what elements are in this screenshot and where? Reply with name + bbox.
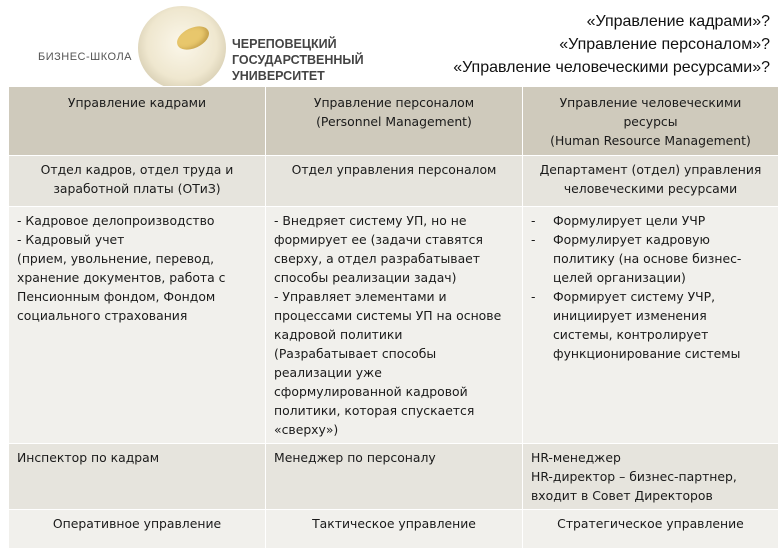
bullet-item xyxy=(531,211,770,230)
bullet-line: Формулирует цели УЧР xyxy=(553,213,706,228)
business-school-label: БИЗНЕС-ШКОЛА xyxy=(38,51,133,63)
cell-level-1: Оперативное управление xyxy=(9,510,266,549)
cell-role-2 xyxy=(266,444,523,510)
cell-line: - Внедряет систему УП, но не xyxy=(274,213,467,228)
cell-line: социального страхования xyxy=(17,308,188,323)
header-line: Управление персоналом xyxy=(313,95,475,110)
cell-line: Инспектор по кадрам xyxy=(17,450,160,465)
cell-level-3: Стратегическое управление xyxy=(523,510,779,549)
cell-level-2: Тактическое управление xyxy=(266,510,523,549)
bullet-dash: - xyxy=(531,232,536,247)
university-name xyxy=(232,36,364,84)
cell-line: Пенсионным фондом, Фондом xyxy=(17,289,216,304)
cell-line: политики, которая спускается xyxy=(274,403,475,418)
bullet-dash: - xyxy=(531,213,536,228)
cell-department-2 xyxy=(266,156,523,207)
cell-line: сверху, а отдел разрабатывает xyxy=(274,251,481,266)
cell-line: Менеджер по персоналу xyxy=(274,450,436,465)
cell-line: - Кадровое делопроизводство xyxy=(17,213,215,228)
cell-line: процессами системы УП на основе xyxy=(274,308,502,323)
bullet-line: инициирует изменения xyxy=(553,308,707,323)
bullet-line: Формулирует кадровую xyxy=(553,232,710,247)
header-personnel-management xyxy=(266,87,523,156)
header-personnel-admin xyxy=(9,87,266,156)
cell-line: входит в Совет Директоров xyxy=(531,488,713,503)
cell-role-3 xyxy=(523,444,779,510)
header-line: (Human Resource Management) xyxy=(550,133,751,148)
cell-line: - Управляет элементами и xyxy=(274,289,447,304)
cell-line: Департамент (отдел) управления xyxy=(539,162,762,177)
cell-department-1 xyxy=(9,156,266,207)
header-line: Управление кадрами xyxy=(67,95,207,110)
cell-line: реализации уже xyxy=(274,365,382,380)
cell-line: «сверху») xyxy=(274,422,339,437)
bullet-line: целей организации) xyxy=(553,270,686,285)
cell-line: Отдел кадров, отдел труда и xyxy=(40,162,234,177)
university-name-line: ЧЕРЕПОВЕЦКИЙ xyxy=(232,37,337,51)
cell-line: человеческими ресурсами xyxy=(563,181,738,196)
table-row-department xyxy=(9,156,779,207)
cell-line: HR-менеджер xyxy=(531,450,621,465)
bullet-item xyxy=(531,287,770,363)
header-line: Управление человеческими xyxy=(559,95,742,110)
table-row-functions xyxy=(9,207,779,444)
cell-line: заработной платы (ОТиЗ) xyxy=(53,181,221,196)
header-line: (Personnel Management) xyxy=(316,114,472,129)
cell-line: способы реализации задач) xyxy=(274,270,457,285)
bullet-item xyxy=(531,230,770,287)
table-row-role xyxy=(9,444,779,510)
seal-grain-icon xyxy=(173,22,212,54)
cell-line: (прием, увольнение, перевод, xyxy=(17,251,215,266)
table-header-row xyxy=(9,87,779,156)
bullet-line: политику (на основе бизнес- xyxy=(553,251,742,266)
cell-functions-3 xyxy=(523,207,779,444)
slide-title-line: «Управление человеческими ресурсами»? xyxy=(453,59,770,76)
cell-line: хранение документов, работа с xyxy=(17,270,226,285)
bullet-line: функционирование системы xyxy=(553,346,741,361)
cell-functions-1 xyxy=(9,207,266,444)
cell-role-1 xyxy=(9,444,266,510)
university-name-line: УНИВЕРСИТЕТ xyxy=(232,69,325,83)
university-seal-logo xyxy=(138,6,226,90)
header-hrm xyxy=(523,87,779,156)
cell-line: (Разрабатывает способы xyxy=(274,346,437,361)
header xyxy=(0,0,780,90)
cell-line: HR-директор – бизнес-партнер, xyxy=(531,469,737,484)
comparison-table xyxy=(8,86,779,549)
bullet-dash: - xyxy=(531,289,536,304)
table-row-level xyxy=(9,510,779,549)
cell-line: Отдел управления персоналом xyxy=(291,162,497,177)
slide-title-line: «Управление кадрами»? xyxy=(586,13,770,30)
bullet-line: системы, контролирует xyxy=(553,327,709,342)
cell-department-3 xyxy=(523,156,779,207)
cell-line: сформулированной кадровой xyxy=(274,384,468,399)
cell-line: кадровой политики xyxy=(274,327,403,342)
cell-line: - Кадровый учет xyxy=(17,232,125,247)
bullet-line: Формирует систему УЧР, xyxy=(553,289,716,304)
slide-title-line: «Управление персоналом»? xyxy=(559,36,770,53)
university-name-line: ГОСУДАРСТВЕННЫЙ xyxy=(232,53,364,67)
cell-line: формирует ее (задачи ставятся xyxy=(274,232,483,247)
header-line: ресурсы xyxy=(623,114,678,129)
slide-title xyxy=(453,10,770,79)
cell-functions-2 xyxy=(266,207,523,444)
